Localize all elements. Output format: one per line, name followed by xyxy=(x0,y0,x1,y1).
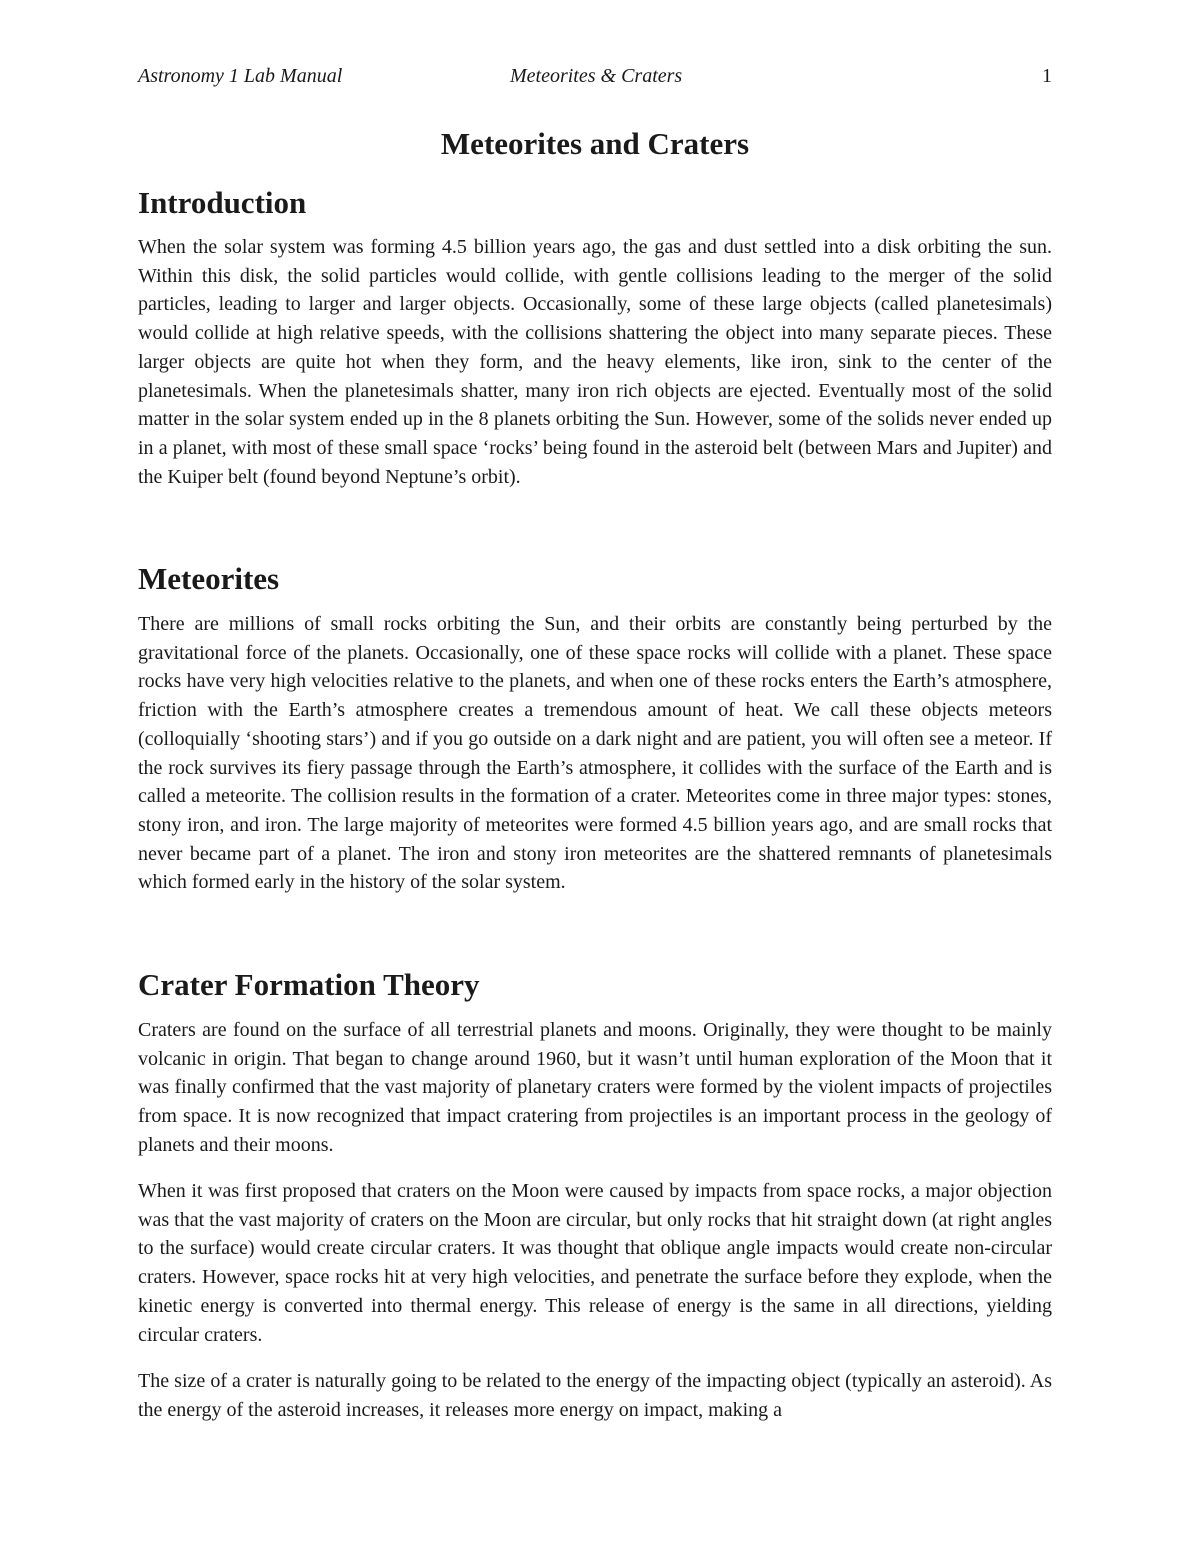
paragraph-meteorites: There are millions of small rocks orbiting the Sun, and their orbits are constantly being perturbed by the gravitational force of the planets. Occasionally, one of these space rocks will collide with a planet. These space rocks have very high velocities relative to the planets, and when one of these rocks enters the Earth’s atmosphere, friction with the Earth’s atmosphere creates a tremendous amount of heat. We call these objects meteors (colloquially ‘shooting stars’) and if you go outside on a dark night and are patient, you will often see a meteor. If the rock survives its fiery passage through the Earth’s atmosphere, it collides with the surface of the Earth and is called a meteorite. The collision results in the formation of a crater. Meteorites come in three major types: stones, stony iron, and iron. The large majority of meteorites were formed 4.5 billion years ago, and are small rocks that never became part of a planet. The iron and stony iron meteorites are the shattered remnants of planetesimals which formed early in the history of the solar system. xyxy=(138,613,1052,894)
paragraph-introduction: When the solar system was forming 4.5 billion years ago, the gas and dust settled into a disk orbiting the sun. Within this disk, the solid particles would collide, with gentle collisions leading to the merger of the solid particles, leading to larger and larger objects. Occasionally, some of these large objects (called planetesimals) would collide at high relative speeds, with the collisions shattering the object into many separate pieces. These larger objects are quite hot when they form, and the heavy elements, like iron, sink to the center of the planetesimals. When the planetesimals shatter, many iron rich objects are ejected. Eventually most of the solid matter in the solar system ended up in the 8 planets orbiting the Sun. However, some of the solids never ended up in a planet, with most of these small space ‘rocks’ being found in the asteroid belt (between Mars and Jupiter) and the Kuiper belt (found beyond Neptune’s orbit). xyxy=(138,236,1052,488)
page-number: 1 xyxy=(1042,65,1052,87)
heading-meteorites: Meteorites xyxy=(138,561,280,596)
heading-introduction: Introduction xyxy=(138,185,307,220)
header-chapter-title: Meteorites & Craters xyxy=(510,65,683,87)
paragraph-crater-origins: Craters are found on the surface of all terrestrial planets and moons. Originally, they were thought to be mainly volcanic in origin. That began to change around 1960, but it wasn’t until human exploration of the Moon that it was finally confirmed that the vast majority of planetary craters were formed by the violent impacts of projectiles from space. It is now recognized that impact cratering from projectiles is an important process in the geology of planets and their moons. xyxy=(138,1019,1052,1156)
running-header xyxy=(138,62,1052,90)
paragraph-circular-craters: When it was first proposed that craters on the Moon were caused by impacts from space rocks, a major objection was that the vast majority of craters on the Moon are circular, but only rocks that hit straight down (at right angles to the surface) would create circular craters. It was thought that oblique angle impacts would create non-circular craters. However, space rocks hit at very high velocities, and penetrate the surface before they explode, when the kinetic energy is converted into thermal energy. This release of energy is the same in all directions, yielding circular craters. xyxy=(138,1180,1052,1346)
paragraph-crater-size: The size of a crater is naturally going to be related to the energy of the impacting object (typically an asteroid). As the energy of the asteroid increases, it releases more energy on impact, making a xyxy=(138,1370,1052,1421)
heading-crater-formation-theory: Crater Formation Theory xyxy=(138,967,480,1002)
document-title: Meteorites and Craters xyxy=(440,126,750,161)
header-manual-title: Astronomy 1 Lab Manual xyxy=(138,65,343,87)
